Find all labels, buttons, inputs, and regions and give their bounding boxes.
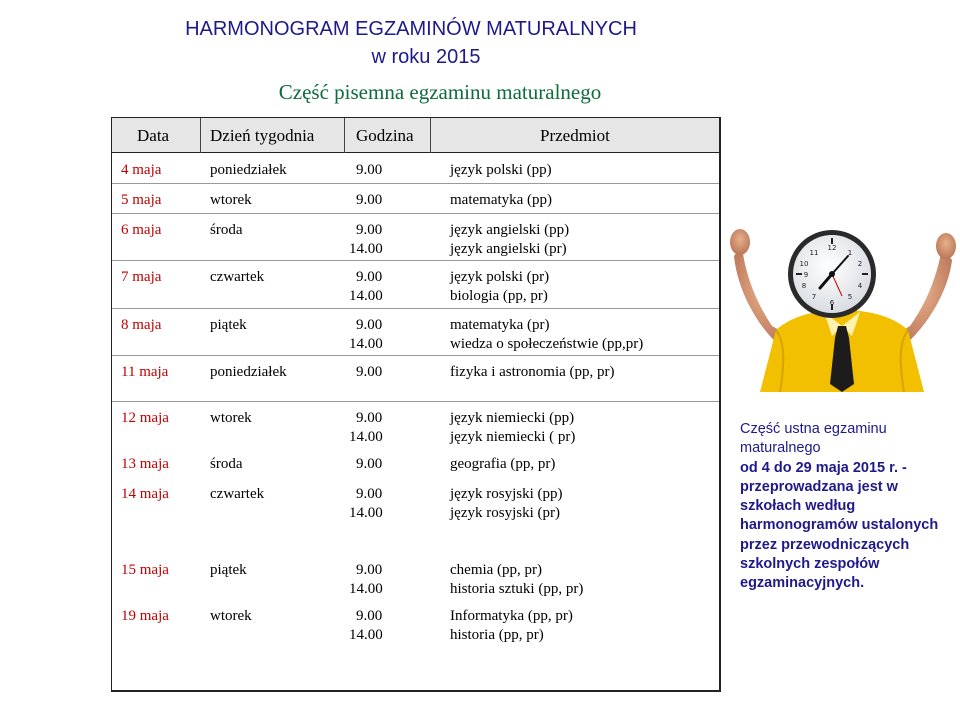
svg-text:12: 12 — [827, 244, 837, 252]
table-row — [112, 561, 719, 599]
row-date: 7 maja — [121, 269, 162, 285]
row-date: 8 maja — [121, 317, 162, 333]
row-subject: historia (pp, pr) — [450, 627, 544, 643]
row-day: piątek — [210, 317, 247, 333]
table-row — [112, 268, 719, 309]
exam-schedule-table — [111, 117, 721, 692]
row-day: środa — [210, 222, 243, 238]
table-row — [112, 409, 719, 447]
row-day: poniedziałek — [210, 364, 287, 380]
page-title: HARMONOGRAM EGZAMINÓW MATURALNYCH — [185, 18, 637, 40]
row-subject: język niemiecki ( pr) — [450, 429, 576, 445]
svg-text:2: 2 — [857, 260, 863, 268]
row-subject: język rosyjski (pp) — [450, 486, 563, 502]
man-with-clock-head-image — [724, 226, 960, 392]
row-time: 9.00 — [356, 269, 383, 285]
row-subject: historia sztuki (pp, pr) — [450, 581, 584, 597]
row-subject: chemia (pp, pr) — [450, 562, 543, 578]
page-title-year: w roku 2015 — [371, 46, 481, 68]
oral-exam-info: Część ustna egzaminu maturalnego od 4 do 29 maja 2015 r. - przeprowadzana jest w szkołach według harmonogramów ustalonych przez przewodniczących szkolnych zespołów egzaminacyjnych. — [740, 421, 939, 592]
row-time: 14.00 — [349, 241, 383, 257]
row-time: 14.00 — [349, 336, 383, 352]
svg-text:1: 1 — [847, 249, 853, 257]
row-subject: matematyka (pr) — [450, 317, 550, 333]
row-date: 4 maja — [121, 162, 162, 178]
row-subject: język niemiecki (pp) — [450, 410, 575, 426]
oral-exam-heading: Część ustna egzaminu maturalnego — [740, 421, 887, 457]
row-time: 9.00 — [356, 608, 383, 624]
row-subject: język angielski (pp) — [450, 222, 570, 238]
row-time: 9.00 — [356, 410, 383, 426]
row-subject: biologia (pp, pr) — [450, 288, 548, 304]
row-day: środa — [210, 456, 243, 472]
row-date: 14 maja — [121, 486, 169, 502]
row-time: 14.00 — [349, 505, 383, 521]
svg-text:5: 5 — [847, 293, 853, 301]
svg-text:4: 4 — [857, 282, 863, 290]
table-row — [112, 455, 719, 477]
row-time: 9.00 — [356, 162, 383, 178]
table-row — [112, 161, 719, 184]
row-time: 9.00 — [356, 192, 383, 208]
table-row — [112, 316, 719, 356]
svg-text:7: 7 — [811, 293, 817, 301]
row-day: poniedziałek — [210, 162, 287, 178]
row-day: wtorek — [210, 608, 252, 624]
svg-text:10: 10 — [799, 260, 809, 268]
oral-exam-description: przeprowadzana jest w szkołach według harmonogramów ustalonych przez przewodniczących szkolnych zespołów egzaminacyjnych. — [740, 478, 939, 592]
row-subject: język polski (pp) — [450, 162, 552, 178]
row-subject: wiedza o społeczeństwie (pp,pr) — [450, 336, 644, 352]
row-day: wtorek — [210, 410, 252, 426]
row-time: 9.00 — [356, 364, 383, 380]
table-header — [112, 118, 719, 153]
column-header-subject: Przedmiot — [540, 126, 610, 145]
row-time: 14.00 — [349, 288, 383, 304]
column-header-date: Data — [137, 126, 170, 145]
row-time: 9.00 — [356, 456, 383, 472]
row-day: czwartek — [210, 269, 265, 285]
table-row — [112, 191, 719, 214]
row-date: 15 maja — [121, 562, 169, 578]
row-day: czwartek — [210, 486, 265, 502]
row-subject: język angielski (pr) — [450, 241, 567, 257]
row-date: 13 maja — [121, 456, 169, 472]
row-time: 9.00 — [356, 562, 383, 578]
row-subject: matematyka (pp) — [450, 192, 553, 208]
row-subject: język polski (pr) — [450, 269, 550, 285]
svg-text:6: 6 — [829, 299, 835, 307]
oral-exam-dates: od 4 do 29 maja 2015 r. — [740, 459, 898, 476]
row-time: 9.00 — [356, 222, 383, 238]
table-row — [112, 485, 719, 553]
svg-text:8: 8 — [801, 282, 807, 290]
row-subject: język rosyjski (pr) — [450, 505, 560, 521]
row-day: wtorek — [210, 192, 252, 208]
row-date: 5 maja — [121, 192, 162, 208]
table-row — [112, 221, 719, 261]
row-subject: geografia (pp, pr) — [450, 456, 556, 472]
row-time: 14.00 — [349, 581, 383, 597]
table-row — [112, 607, 719, 655]
row-time: 9.00 — [356, 317, 383, 333]
row-date: 6 maja — [121, 222, 162, 238]
row-time: 9.00 — [356, 486, 383, 502]
row-subject: Informatyka (pp, pr) — [450, 608, 573, 624]
table-row — [112, 363, 719, 402]
row-time: 14.00 — [349, 627, 383, 643]
page-subtitle: Część pisemna egzaminu maturalnego — [278, 80, 602, 104]
row-time: 14.00 — [349, 429, 383, 445]
row-day: piątek — [210, 562, 247, 578]
row-subject: fizyka i astronomia (pp, pr) — [450, 364, 615, 380]
row-date: 19 maja — [121, 608, 169, 624]
svg-text:9: 9 — [803, 271, 809, 279]
row-date: 12 maja — [121, 410, 169, 426]
column-header-day: Dzień tygodnia — [210, 126, 315, 145]
svg-text:11: 11 — [809, 249, 819, 257]
column-header-time: Godzina — [356, 126, 414, 145]
row-date: 11 maja — [121, 364, 169, 380]
